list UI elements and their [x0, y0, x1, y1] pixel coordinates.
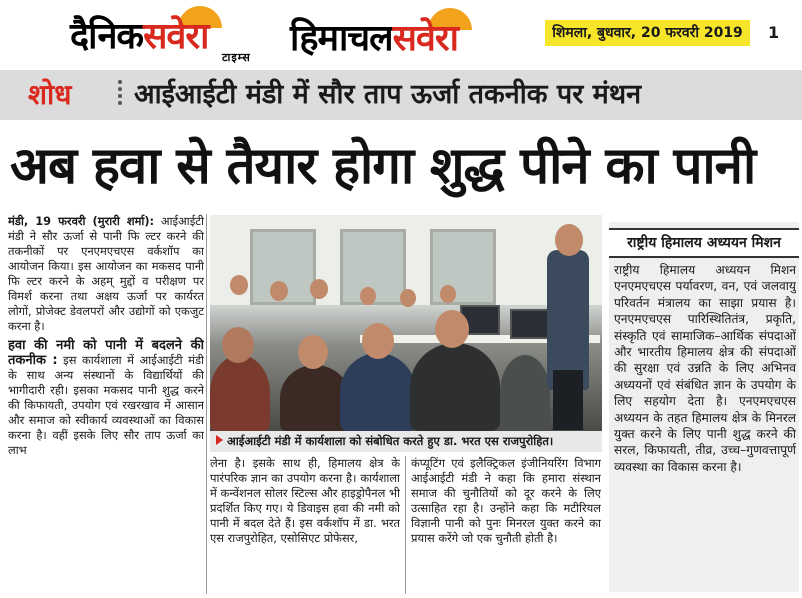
article-column-2: लेना है। इसके साथ ही, हिमालय क्षेत्र के पारंपरिक ज्ञान का उपयोग करना है। कार्यशाला में कन्वेंशनल सोलर स्टिल्स और हाइड्रोपैनल भी प्रदर्शित किए गए। ये डिवाइस हवा की नमी को पानी में बदल देते हैं। इस वर्कशॉप में डा. भरत एस राजपुरोहित, एसोसिएट प्रोफेसर, — [210, 456, 400, 545]
caption-triangle-icon — [216, 435, 223, 445]
main-headline: अब हवा से तैयार होगा शुद्ध पीने का पानी — [10, 136, 756, 196]
article-column-3: कंप्यूटिंग एवं इलैक्ट्रिकल इंजीनियरिंग विभाग आईआईटी मंडी ने कहा कि हमारा संस्थान समाज की चुनौतियों को दूर करने के लिए उत्साहित रहा है। उन्होंने कहा कि मटीरियल विज्ञानी पानी को पुनः मिनरल युक्त करने का प्रयास करेंगे जो एक चुनौती होती है। — [411, 456, 601, 545]
masthead — [0, 0, 802, 64]
section-label: शोध — [28, 78, 72, 111]
logo2-part1: हिमाचल — [290, 17, 393, 59]
column-divider-2 — [405, 456, 406, 594]
photo-caption-text: आईआईटी मंडी में कार्यशाला को संबोधित करते हुए डा. भरत एस राजपुरोहित। — [227, 434, 554, 448]
article-para-1 — [8, 214, 204, 334]
speaker-head — [555, 224, 583, 256]
dateline: शिमला, बुधवार, 20 फरवरी 2019 — [545, 20, 750, 46]
kicker-headline: आईआईटी मंडी में सौर ताप ऊर्जा तकनीक पर मंथन — [134, 79, 642, 110]
article-dateline: मंडी, 19 फरवरी (मुरारी शर्मा): — [8, 214, 155, 228]
speaker-legs — [553, 370, 583, 430]
article-para-1-text: आईआईटी मंडी ने सौर ऊर्जा से पानी फि ल्टर करने की तकनीकों पर एनएमएचएस वर्कशॉप का आयोजन किया। इस आयोजन का मकसद पानी फि ल्टर करने के अहम् मुद्दों व परीक्षण पर विमर्श करना तथा अक्षय ऊर्जा पर कार्यरत लोगों, प्रोजेक्ट डेवलपरों और उद्योगों को एकजुट करना है। — [8, 214, 204, 333]
logo2-part2: सवेरा — [392, 17, 458, 59]
photo-caption — [210, 431, 602, 452]
logo1-part2: सवेरा — [143, 15, 209, 57]
logo-dainik-savera — [70, 10, 251, 64]
speaker-figure — [547, 250, 589, 390]
sidebar-title: राष्ट्रीय हिमालय अध्ययन मिशन — [609, 228, 799, 258]
page-number: 1 — [768, 23, 780, 42]
article-column-1 — [8, 214, 204, 598]
article-para-2-text: इस कार्यशाला में आईआईटी मंडी के साथ अन्य संस्थानों के विद्यार्थियों की भागीदारी रही। इसका मकसद पानी शुद्ध करने की किफायती, उपयोग एवं रखरखाव में आसान और समाज को स्वीकार्य व्यवस्थाओं का विकास करना है। वहीं इसके लिए सौर ताप ऊर्जा का लाभ — [8, 353, 204, 457]
logo-himachal-savera — [290, 12, 458, 61]
logo1-part1: दैनिक — [70, 15, 144, 57]
logo1-sub: टाइम्स — [222, 51, 251, 64]
dots-divider-icon — [118, 80, 123, 110]
column-divider-1 — [206, 214, 207, 594]
article-subhead: हवा की नमी को पानी में बदलने की तकनीक : — [8, 338, 204, 368]
article-para-2 — [8, 338, 204, 458]
sidebar-text: राष्ट्रीय हिमालय अध्ययन मिशन एनएमएचएस पर्यावरण, वन, एवं जलवायु परिवर्तन मंत्रालय का साझा प्रयास है। एनएमएचएस पारिस्थितितंत्र, प्रकृति, संस्कृति एवं सामाजिक–आर्थिक संपदाओं और भारतीय हिमालय क्षेत्र की संपदाओं की सुरक्षा एवं उन्नति के लिए अभिनव अध्ययनों एवं संबंधित ज्ञान के उपयोग के लिए सहयोग देता है। एनएमएचएस अध्ययन के तहत हिमालय क्षेत्र के मिनरल युक्त करने के लिए पानी शुद्ध करने की सरल, किफायती, तीव्र, उच्च–गुणवत्तापूर्ण व्यवस्था का विकास करना है। — [614, 263, 796, 474]
workshop-photo — [210, 215, 602, 431]
